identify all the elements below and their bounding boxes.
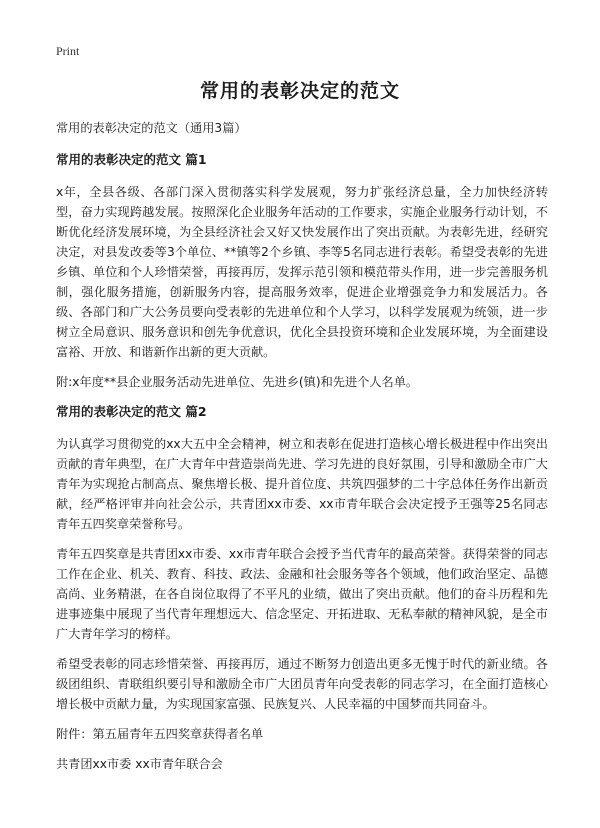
section-1-paragraph-2: 附:x年度**县企业服务活动先进单位、先进乡(镇)和先进个人名单。 bbox=[56, 375, 419, 389]
section-heading-1: 常用的表彰决定的范文 篇1 bbox=[56, 152, 207, 167]
section-2-paragraph-3: 希望受表彰的同志珍惜荣誉、再接再厉，通过不断努力创造出更多无愧于时代的新业绩。各级团组织、青联组织要引导和激励全市广大团员青年向受表彰的同志学习，在全面打造核心增长极中贡献力量，为实现国家富强、民族复兴、人民幸福的中国梦而共同奋斗。 bbox=[56, 657, 548, 711]
section-2-signature: 共青团xx市委 xx市青年联合会 bbox=[56, 757, 223, 771]
page-title: 常用的表彰决定的范文 bbox=[199, 80, 400, 102]
document-subtitle: 常用的表彰决定的范文（通用3篇） bbox=[56, 121, 247, 135]
section-2-paragraph-2: 青年五四奖章是共青团xx市委、xx市青年联合会授予当代青年的最高荣誉。获得荣誉的同志工作在企业、机关、教育、科技、政法、金融和社会服务等各个领域，他们政治坚定、品德高尚、业务精湛，在各自岗位取得了不平凡的业绩，做出了突出贡献。他们的奋斗历程和先进事迹集中展现了当代青年理想远大、信念坚定、开拓进取、无私奉献的精神风貌，是全市广大青年学习的榜样。 bbox=[56, 547, 548, 641]
section-2-attachment: 附件：第五届青年五四奖章获得者名单 bbox=[56, 727, 264, 741]
document-body bbox=[56, 118, 548, 784]
section-heading-2: 常用的表彰决定的范文 篇2 bbox=[56, 404, 207, 419]
print-link[interactable]: Print bbox=[56, 44, 80, 58]
section-1-paragraph-1: x年，全县各级、各部门深入贯彻落实科学发展观，努力扩张经济总量，全力加快经济转型，奋力实现跨越发展。按照深化企业服务年活动的工作要求，实施企业服务行动计划，不断优化经济发展环境，为全县经济社会又好又快发展作出了突出贡献。为表彰先进，经研究决定，对县发改委等3个单位、**镇等2个乡镇、李等5名同志进行表彰。希望受表彰的先进乡镇、单位和个人珍惜荣誉，再接再厉，发挥示范引领和模范带头作用，进一步完善服务机制，强化服务措施，创新服务内容，提高服务效率，促进企业增强竞争力和发展活力。各级、各部门和广大公务员要向受表彰的先进单位和个人学习，以科学发展观为统领，进一步树立全局意识、服务意识和创先争优意识，优化全县投资环境和企业发展环境，为全面建设富裕、开放、和谐新作出新的更大贡献。 bbox=[56, 185, 548, 359]
section-2-paragraph-1: 为认真学习贯彻党的xx大五中全会精神，树立和表彰在促进打造核心增长极进程中作出突出贡献的青年典型，在广大青年中营造崇尚先进、学习先进的良好氛围，引导和激励全市广大青年为实现抢占制高点、聚焦增长极、提升首位度、共筑四强梦的二十字总体任务作出新贡献，经严格评审并向社会公示，共青团xx市委、xx市青年联合会决定授予王强等25名同志青年五四奖章荣誉称号。 bbox=[56, 437, 548, 531]
